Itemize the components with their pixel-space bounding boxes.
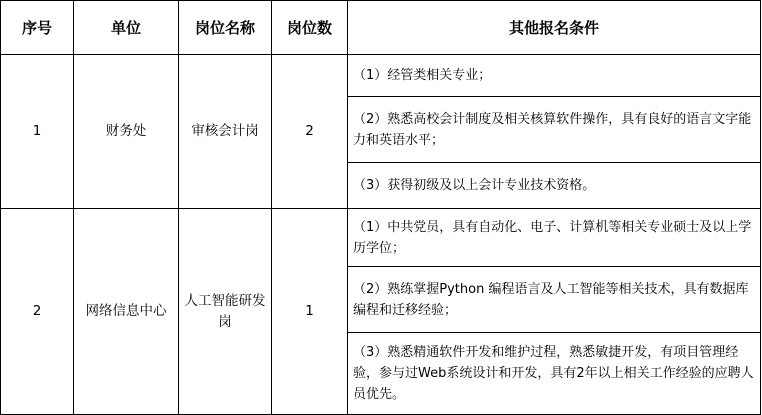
row-2-position: 人工智能研发岗 bbox=[179, 209, 272, 415]
header-position: 岗位名称 bbox=[179, 1, 272, 55]
header-conditions: 其他报名条件 bbox=[348, 1, 761, 55]
row-1-position: 审核会计岗 bbox=[179, 55, 272, 209]
header-count: 岗位数 bbox=[272, 1, 348, 55]
row-2-condition-1: （1）中共党员，具有自动化、电子、计算机等相关专业硕士及以上学历学位； bbox=[348, 209, 761, 267]
row-1-seq: 1 bbox=[1, 55, 74, 209]
row-2-condition-2: （2）熟练掌握Python 编程语言及人工智能等相关技术，具有数据库编程和迁移经验； bbox=[348, 267, 761, 333]
header-unit: 单位 bbox=[74, 1, 179, 55]
row-2-count: 1 bbox=[272, 209, 348, 415]
header-seq: 序号 bbox=[1, 1, 74, 55]
row-2-unit: 网络信息中心 bbox=[74, 209, 179, 415]
row-2-condition-3: （3）熟悉精通软件开发和维护过程，熟悉敏捷开发，有项目管理经验，参与过Web系统设计和开发，具有2年以上相关工作经验的应聘人员优先。 bbox=[348, 333, 761, 415]
row-2-seq: 2 bbox=[1, 209, 74, 415]
table-row bbox=[1, 55, 761, 97]
row-1-condition-1: （1）经管类相关专业； bbox=[348, 55, 761, 97]
row-1-condition-3: （3）获得初级及以上会计专业技术资格。 bbox=[348, 163, 761, 209]
row-1-count: 2 bbox=[272, 55, 348, 209]
row-1-condition-2: （2）熟悉高校会计制度及相关核算软件操作，具有良好的语言文字能力和英语水平； bbox=[348, 97, 761, 163]
table-header-row bbox=[1, 1, 761, 55]
table-row bbox=[1, 209, 761, 267]
row-1-unit: 财务处 bbox=[74, 55, 179, 209]
